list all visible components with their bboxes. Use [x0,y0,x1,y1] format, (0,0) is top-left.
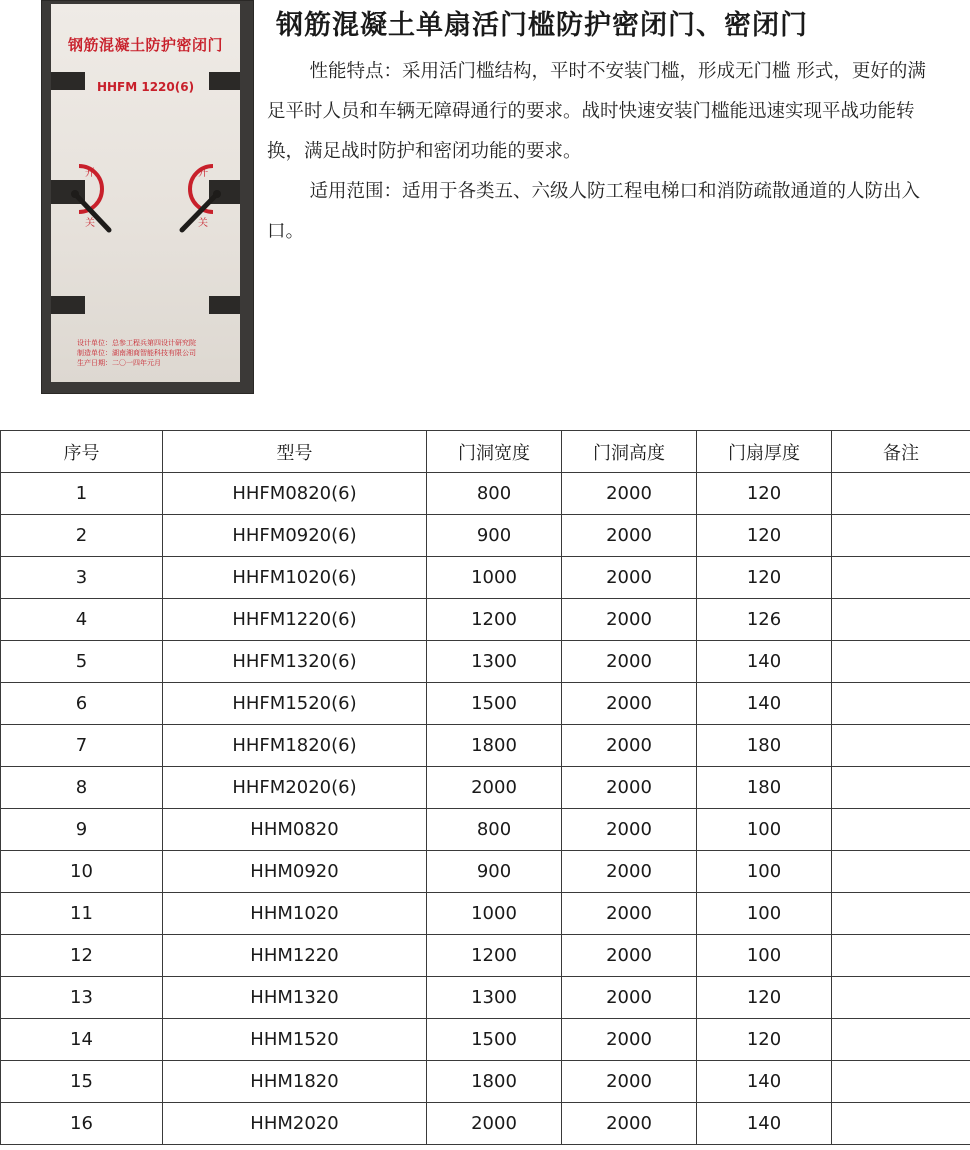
cell-height: 2000 [562,935,697,977]
cell-height: 2000 [562,1061,697,1103]
cell-remarks [832,641,970,683]
header-thickness: 门扇厚度 [697,431,832,473]
cell-height: 2000 [562,683,697,725]
cell-remarks [832,767,970,809]
close-label-right: 关 [198,218,208,229]
cell-thickness: 140 [697,683,832,725]
cell-height: 2000 [562,515,697,557]
table-header-row [1,431,970,473]
table-row [1,893,970,935]
cell-thickness: 126 [697,599,832,641]
table-row [1,1061,970,1103]
cell-width: 1300 [427,641,562,683]
cell-height: 2000 [562,977,697,1019]
cell-remarks [832,1103,970,1145]
table-row [1,473,970,515]
cell-width: 1500 [427,683,562,725]
table-row [1,599,970,641]
cell-remarks [832,893,970,935]
header-height: 门洞高度 [562,431,697,473]
cell-thickness: 120 [697,557,832,599]
cell-index: 6 [1,683,163,725]
cell-width: 2000 [427,767,562,809]
cell-height: 2000 [562,1103,697,1145]
open-label-right: 开 [198,168,208,179]
cell-remarks [832,809,970,851]
cell-model: HHM1320 [163,977,427,1019]
door-info-maker: 制造单位：湖南湘商智能科技有限公司 [77,349,196,357]
cell-remarks [832,1019,970,1061]
cell-model: HHM0820 [163,809,427,851]
spec-table-body [1,473,970,1145]
cell-index: 9 [1,809,163,851]
cell-width: 1200 [427,935,562,977]
cell-model: HHFM1520(6) [163,683,427,725]
product-description [267,52,937,252]
table-row [1,641,970,683]
scope-paragraph: 适用范围：适用于各类五、六级人防工程电梯口和消防疏散通道的人防出入口。 [267,181,921,242]
features-paragraph: 性能特点：采用活门槛结构，平时不安装门槛，形成无门槛 形式，更好的满足平时人员和车辆无障碍通行的要求。战时快速安装门槛能迅速实现平战功能转换，满足战时防护和密闭功能的要求。 [267,61,926,162]
cell-width: 1300 [427,977,562,1019]
cell-index: 4 [1,599,163,641]
cell-width: 800 [427,473,562,515]
cell-thickness: 140 [697,1103,832,1145]
cell-thickness: 180 [697,725,832,767]
cell-height: 2000 [562,473,697,515]
cell-index: 11 [1,893,163,935]
cell-model: HHFM1220(6) [163,599,427,641]
cell-index: 2 [1,515,163,557]
door-photo [41,0,254,394]
cell-thickness: 120 [697,515,832,557]
cell-height: 2000 [562,1019,697,1061]
table-row [1,725,970,767]
cell-width: 1200 [427,599,562,641]
cell-index: 12 [1,935,163,977]
header-index: 序号 [1,431,163,473]
table-row [1,557,970,599]
cell-thickness: 140 [697,641,832,683]
table-row [1,683,970,725]
door-info-date: 生产日期：二〇一四年元月 [77,359,161,367]
table-row [1,809,970,851]
cell-index: 13 [1,977,163,1019]
cell-index: 7 [1,725,163,767]
cell-index: 3 [1,557,163,599]
header-remarks: 备注 [832,431,970,473]
cell-width: 1800 [427,725,562,767]
cell-width: 1800 [427,1061,562,1103]
cell-height: 2000 [562,725,697,767]
cell-thickness: 100 [697,851,832,893]
cell-thickness: 100 [697,809,832,851]
cell-model: HHFM0820(6) [163,473,427,515]
cell-index: 1 [1,473,163,515]
table-row [1,935,970,977]
header-model: 型号 [163,431,427,473]
cell-height: 2000 [562,641,697,683]
header-width: 门洞宽度 [427,431,562,473]
cell-model: HHM1820 [163,1061,427,1103]
table-row [1,851,970,893]
cell-index: 10 [1,851,163,893]
cell-index: 8 [1,767,163,809]
cell-width: 800 [427,809,562,851]
cell-remarks [832,977,970,1019]
spec-table [0,430,970,1145]
cell-width: 2000 [427,1103,562,1145]
cell-height: 2000 [562,557,697,599]
cell-remarks [832,683,970,725]
cell-model: HHFM2020(6) [163,767,427,809]
cell-width: 1500 [427,1019,562,1061]
cell-model: HHM2020 [163,1103,427,1145]
table-row [1,767,970,809]
cell-height: 2000 [562,893,697,935]
cell-model: HHM1520 [163,1019,427,1061]
cell-index: 15 [1,1061,163,1103]
cell-remarks [832,851,970,893]
cell-model: HHFM1320(6) [163,641,427,683]
cell-height: 2000 [562,599,697,641]
door-info-designer: 设计单位：总参工程兵第四设计研究院 [77,339,196,347]
cell-remarks [832,473,970,515]
cell-index: 5 [1,641,163,683]
cell-model: HHFM1820(6) [163,725,427,767]
cell-remarks [832,1061,970,1103]
table-row [1,977,970,1019]
cell-height: 2000 [562,809,697,851]
cell-thickness: 100 [697,935,832,977]
cell-thickness: 140 [697,1061,832,1103]
cell-remarks [832,725,970,767]
cell-index: 16 [1,1103,163,1145]
cell-thickness: 100 [697,893,832,935]
table-row [1,1019,970,1061]
door-panel [51,4,240,382]
door-sign-model: HHFM 1220(6) [96,80,195,94]
cell-model: HHM1220 [163,935,427,977]
page-title: 钢筋混凝土单扇活门槛防护密闭门、密闭门 [276,10,808,41]
cell-width: 900 [427,851,562,893]
door-sign-title: 钢筋混凝土防护密闭门 [67,36,223,54]
close-label-left: 关 [85,218,95,229]
cell-thickness: 180 [697,767,832,809]
table-row [1,515,970,557]
cell-width: 1000 [427,557,562,599]
cell-model: HHM1020 [163,893,427,935]
cell-remarks [832,935,970,977]
door-hardware [51,4,240,382]
cell-model: HHM0920 [163,851,427,893]
cell-remarks [832,599,970,641]
cell-height: 2000 [562,767,697,809]
cell-index: 14 [1,1019,163,1061]
cell-thickness: 120 [697,1019,832,1061]
table-row [1,1103,970,1145]
open-label-left: 开 [85,168,95,179]
cell-thickness: 120 [697,977,832,1019]
cell-model: HHFM1020(6) [163,557,427,599]
cell-height: 2000 [562,851,697,893]
cell-thickness: 120 [697,473,832,515]
cell-width: 1000 [427,893,562,935]
door-info [77,338,196,368]
cell-width: 900 [427,515,562,557]
cell-model: HHFM0920(6) [163,515,427,557]
cell-remarks [832,515,970,557]
cell-remarks [832,557,970,599]
